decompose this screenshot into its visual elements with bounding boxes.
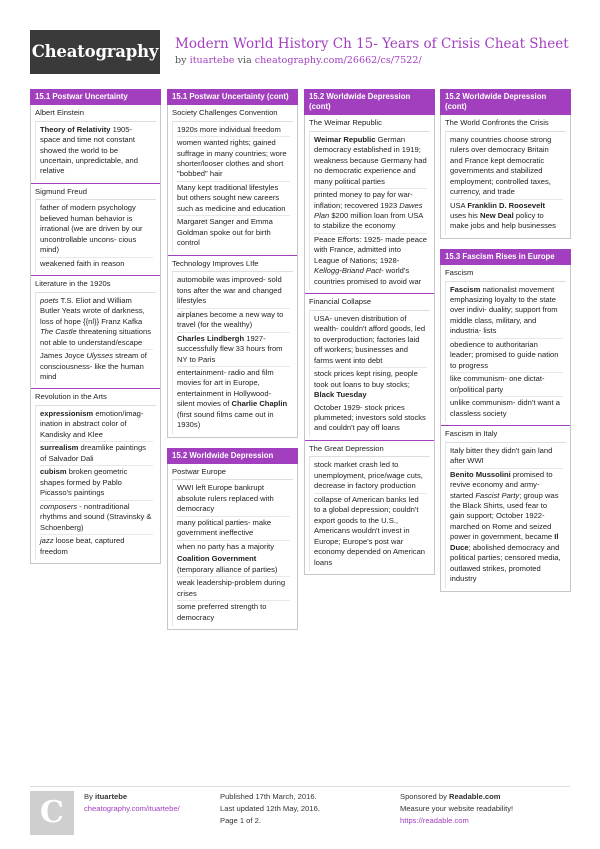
section-postwar-uncertainty: [30, 89, 161, 564]
term: Franklin D. Roosevelt: [467, 200, 545, 210]
section-title: 15.2 Worldwide Depression (cont): [304, 89, 435, 115]
definition: emotion/imag- ination in abstract color of Kandisky and Klee: [40, 408, 144, 439]
block-fascism: [441, 265, 570, 422]
by-label: By: [84, 792, 93, 801]
block-great-depression: [305, 440, 434, 571]
term: expressionism: [40, 408, 94, 418]
definition: 1927- successfully flew 33 hours from NY to Paris: [177, 333, 283, 364]
definition: broken geometric shapes formed by Pablo Picasso's paintings: [40, 467, 128, 498]
block-content: [172, 479, 293, 626]
title-italic: Fascist Party: [475, 490, 520, 500]
block-heading: Postwar Europe: [172, 466, 227, 476]
term: Fascism: [450, 284, 481, 294]
page-footer: [30, 786, 570, 836]
footer-author-name[interactable]: ituartebe: [95, 792, 128, 801]
column-2: [167, 89, 298, 640]
content-line: when no party has a majority: [177, 540, 290, 553]
content-line: Many kept traditional lifestyles but others sought new careers such as medicine and education: [177, 181, 290, 215]
content-line: airplanes become a new way to travel (for the wealthy): [177, 308, 290, 332]
block-content: [35, 199, 156, 272]
content-line: [177, 553, 290, 576]
definition: Peace Efforts: 1925- made peace with France, admitted into League of Nations; 1928-: [314, 234, 427, 265]
section-body: [167, 105, 298, 438]
content-line: many political parties- make government ineffective: [177, 516, 290, 540]
section-body: [440, 265, 571, 592]
term: Weimar Republic: [314, 134, 376, 144]
section-worldwide-depression-cont-2: [440, 89, 571, 239]
author-link[interactable]: ituartebe: [189, 55, 235, 66]
section-body: [167, 464, 298, 630]
section-title: 15.1 Postwar Uncertainty: [30, 89, 161, 105]
definition: USA: [450, 200, 466, 210]
term: New Deal: [479, 211, 514, 220]
content-line: [450, 468, 563, 586]
section-fascism-rises: [440, 249, 571, 592]
author-avatar[interactable]: [30, 791, 74, 835]
content-line: stock market crash led to unemployment, price/wage cuts, decrease in factory production: [314, 460, 423, 491]
title-italic: The Castle: [40, 327, 77, 337]
content-line: unlike communism- didn't want a classless society: [450, 396, 563, 420]
content-line: [314, 367, 427, 401]
block-world-crisis: [441, 115, 570, 235]
term: Black Tuesday: [314, 390, 367, 400]
term: Charlie Chaplin: [231, 399, 288, 409]
block-content: [309, 131, 430, 291]
definition: stream of consciousness- like the human mind: [40, 351, 147, 381]
block-heading: Society Challenges Convention: [172, 108, 278, 118]
definition: (first sound films came out in 1930s): [177, 409, 274, 430]
definition: uses his: [450, 211, 478, 220]
term-italic: poets: [40, 295, 59, 305]
footer-dates: [220, 791, 320, 826]
content-line: [40, 500, 153, 534]
cheatography-logo[interactable]: [30, 30, 160, 74]
content-line: collapse of American banks led to a global depression; couldn't export goods to the U.S., Americans wouldn't invest in Europe; Europe's post war economy depended on American loans: [314, 493, 427, 569]
content-line: [314, 134, 427, 188]
term: cubism: [40, 467, 67, 477]
content-line: [450, 199, 563, 233]
block-heading: Fascism in Italy: [445, 429, 498, 439]
sponsor-link[interactable]: https://readable.com: [400, 815, 469, 825]
sponsor-name[interactable]: Readable.com: [449, 792, 501, 801]
content-line: [40, 534, 153, 558]
block-heading: The World Confronts the Crisis: [445, 118, 549, 128]
definition: ; group was the Black Shirts, used fear to gain support; October 1922- marched on Rome and seized power in government, became: [450, 490, 559, 542]
block-content: [309, 310, 430, 437]
content-line: WWI left Europe bankrupt absolute rulers replaced with democracy: [177, 483, 274, 514]
block-content: [445, 442, 566, 588]
block-heading: The Great Depression: [309, 443, 384, 453]
content-line: weakened faith in reason: [40, 257, 153, 270]
definition: nationalist movement emphasizing loyalty to the state over indivi- duality; support from middle class, military, and industria- lists: [450, 284, 558, 336]
block-heading: Fascism: [445, 268, 474, 278]
block-heading: Sigmund Freud: [35, 186, 87, 196]
content-line: [40, 408, 153, 441]
footer-author-link[interactable]: cheatography.com/ituartebe/: [84, 803, 180, 813]
column-1: [30, 89, 161, 574]
block-heading: Revolution in the Arts: [35, 392, 107, 402]
section-worldwide-depression: [167, 448, 298, 630]
column-3: [304, 89, 435, 585]
term: surrealism: [40, 443, 79, 453]
page-title: Modern World History Ch 15- Years of Crisis Cheat Sheet: [175, 36, 569, 52]
by-label: by: [175, 55, 187, 66]
block-society: [168, 105, 297, 252]
term: Benito Mussolini: [450, 469, 511, 479]
content-line: women wanted rights; gained suffrage in many countries; wore shorter/looser clothes and short "bobbed" hair: [177, 136, 290, 181]
definition: entertainment- radio and film movies for art in Europe, entertainment in Hollywood- silent movies of: [177, 367, 274, 409]
block-heading: Financial Collapse: [309, 297, 372, 307]
block-einstein: [31, 105, 160, 180]
page-number: Page 1 of 2.: [220, 815, 261, 825]
section-postwar-uncertainty-cont: [167, 89, 298, 438]
definition: threatening situations not able to understand/escape: [40, 327, 152, 347]
definition: policy to make jobs and help businesses: [450, 211, 556, 231]
content-line: October 1929- stock prices plummeted; investors sold stocks and couldn't pay off loans: [314, 402, 426, 433]
section-title: 15.3 Fascism Rises in Europe: [440, 249, 571, 265]
definition: stock prices kept rising, people took out loans to buy stocks;: [314, 369, 418, 389]
definition: printed money to pay for war- inflation; recovered 1923: [314, 190, 413, 210]
content-line: [40, 295, 153, 349]
content-line: some preferred strength to democracy: [177, 600, 290, 624]
block-fascism-italy: [441, 425, 570, 588]
definition: 1905- space and time not constant showed the world to be uncertain, unpredictable, and relative: [40, 124, 138, 176]
content-line: [40, 441, 153, 465]
content-line: automobile was improved- sold tons after the war and changed lifestyles: [177, 275, 282, 306]
block-heading: Albert Einstein: [35, 108, 84, 118]
content-line: USA- uneven distribution of wealth- couldn't afford goods, led to overproduction; factories laid off workers; businesses and farms went into debt: [314, 313, 426, 365]
block-literature: [31, 275, 160, 385]
page-header: [0, 0, 600, 80]
block-arts: [31, 388, 160, 560]
block-heading: The Weimar Republic: [309, 118, 382, 128]
definition: $200 million loan from USA to stabilize the economy: [314, 211, 423, 231]
title-italic: Dawes Plan: [314, 200, 423, 220]
term: Charles Lindbergh: [177, 333, 245, 343]
block-content: [35, 121, 156, 180]
content-line: obedience to authoritarian leader; promised to guide nation to progress: [450, 338, 563, 372]
term: Il Duce: [450, 532, 559, 552]
content-line: [450, 284, 563, 338]
definition: dreamlike paintings of Salvador Dali: [40, 443, 146, 463]
section-title: 15.2 Worldwide Depression (cont): [440, 89, 571, 115]
content-line: [314, 233, 427, 288]
sponsor-label: Sponsored by: [400, 792, 447, 801]
avatar-letter: C: [40, 795, 64, 831]
block-freud: [31, 183, 160, 272]
section-title: 15.1 Postwar Uncertainty (cont): [167, 89, 298, 105]
section-title: 15.2 Worldwide Depression: [167, 448, 298, 464]
footer-sponsor: [400, 791, 513, 826]
title-italic: Kellogg-Briand Pact: [314, 266, 382, 276]
content-line: [314, 188, 427, 233]
content-line: [177, 366, 290, 432]
title-italic: Ulysses: [86, 351, 114, 361]
block-content: [445, 281, 566, 423]
term: Theory of Relativity: [40, 124, 111, 134]
section-body: [30, 105, 161, 564]
block-technology: [168, 255, 297, 434]
section-worldwide-depression-cont: [304, 89, 435, 575]
definition: James Joyce: [40, 351, 85, 361]
block-content: [309, 456, 430, 571]
content-line: many countries choose strong rulers over democracy Britain and France kept democratic governments and stabilized employment; controlled taxes, currency, and trade: [450, 134, 552, 197]
content-line: Italy bitter they didn't gain land after WWI: [450, 445, 553, 466]
definition: T.S. Eliot and William Butler Yeats wrote of darkness, loss of hope {{nl}} Franz Kafka: [40, 295, 145, 326]
via-label: via: [237, 55, 252, 66]
updated-date: Last updated 12th May, 2016.: [220, 803, 320, 813]
block-financial-collapse: [305, 293, 434, 437]
definition: loose beat, captured freedom: [40, 536, 125, 556]
definition: ; abolished democracy and political parties; censored media, outlawed strikes, promoted industry: [450, 542, 561, 584]
definition: German democracy established in 1919; weakness because Germany had no democratic experience and many political parties: [314, 134, 427, 186]
block-content: [35, 405, 156, 560]
block-postwar-europe: [168, 464, 297, 626]
term-italic: jazz: [40, 536, 54, 546]
content-line: [40, 349, 153, 383]
content-line: weak leadership-problem during crises: [177, 576, 290, 600]
section-body: [440, 115, 571, 239]
content-line: [177, 332, 290, 366]
footer-author: [84, 791, 180, 815]
term: Coalition Government: [177, 554, 257, 564]
block-heading: Literature in the 1920s: [35, 279, 111, 289]
block-content: [35, 292, 156, 386]
sponsor-text: Measure your website readability!: [400, 803, 514, 813]
content-line: father of modern psychology believed human behavior is irrational (we are driven by our uncontrollable uncons- cious mind): [40, 203, 143, 255]
content-line: [40, 124, 153, 178]
definition: promised to revive economy and army- started: [450, 469, 553, 500]
byline: [175, 54, 422, 67]
content-line: [40, 465, 153, 499]
block-content: [172, 271, 293, 434]
sheet-url-link[interactable]: cheatography.com/26662/cs/7522/: [254, 55, 422, 66]
definition: - nontraditional rhythms and sound (Stravinsky & Schoenberg): [40, 501, 152, 532]
definition: - world's countries promised to avoid war: [314, 266, 422, 286]
content-line: Margaret Sanger and Emma Goldman spoke out for birth control: [177, 215, 290, 249]
block-weimar: [305, 115, 434, 290]
content-line: like communism- one dictat- or/political party: [450, 372, 563, 396]
block-content: [172, 121, 293, 252]
block-content: [445, 131, 566, 235]
content-line: 1920s more individual freedom: [177, 124, 281, 134]
definition: (temporary alliance of parties): [177, 564, 278, 574]
column-4: [440, 89, 571, 602]
block-heading: Technology Improves LIfe: [172, 258, 259, 268]
term-italic: composers: [40, 501, 78, 511]
published-date: Published 17th March, 2016.: [220, 792, 317, 801]
section-body: [304, 115, 435, 575]
logo-text: Cheatography: [31, 41, 159, 61]
